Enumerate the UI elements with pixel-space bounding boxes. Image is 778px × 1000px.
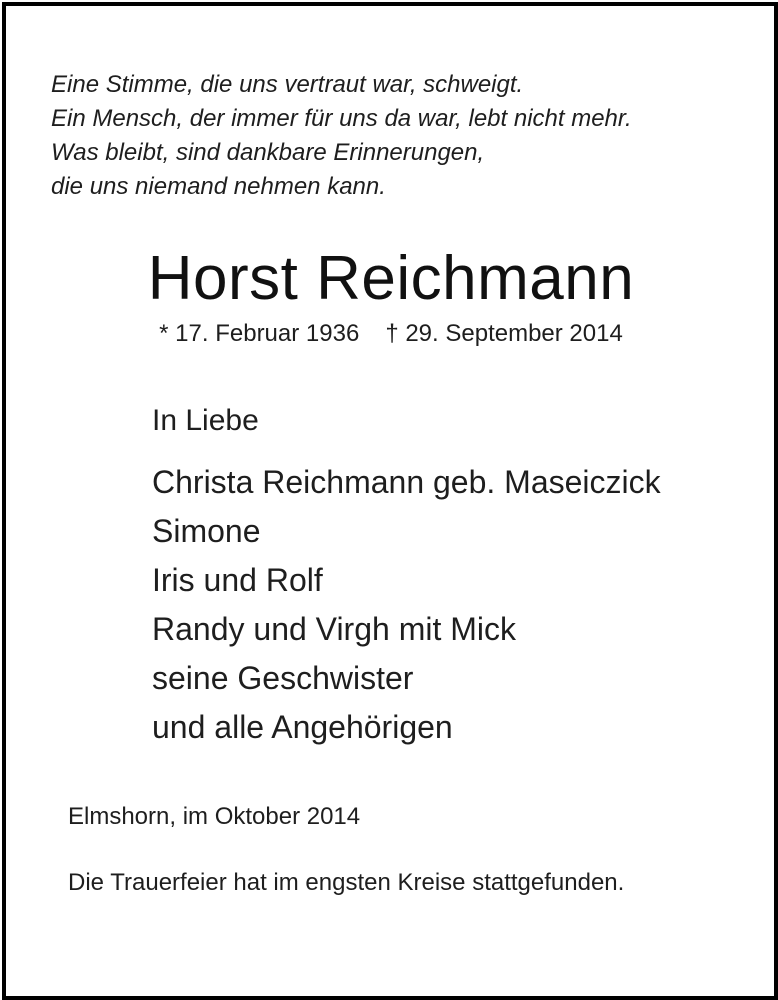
mourner-name: seine Geschwister <box>152 660 414 696</box>
memorial-poem <box>51 68 632 204</box>
mourner-name: Simone <box>152 513 261 549</box>
poem-line: Eine Stimme, die uns vertraut war, schweigt. <box>51 71 524 98</box>
birth-date: * 17. Februar 1936 <box>159 320 360 347</box>
mourners-list <box>152 458 661 752</box>
deceased-name: Horst Reichmann <box>147 244 635 313</box>
mourner-name: Iris und Rolf <box>152 562 323 598</box>
poem-line: die uns niemand nehmen kann. <box>51 173 386 200</box>
life-dates <box>6 319 776 349</box>
mourner-name: und alle Angehörigen <box>152 709 453 745</box>
mourners-intro: In Liebe <box>152 404 259 437</box>
obituary-notice <box>2 2 778 1000</box>
mourner-name: Randy und Virgh mit Mick <box>152 611 516 647</box>
poem-line: Was bleibt, sind dankbare Erinnerungen, <box>51 139 485 166</box>
death-date: † 29. September 2014 <box>385 320 623 347</box>
place-date: Elmshorn, im Oktober 2014 <box>68 803 361 830</box>
funeral-note: Die Trauerfeier hat im engsten Kreise stattgefunden. <box>68 869 625 896</box>
mourner-name: Christa Reichmann geb. Maseiczick <box>152 464 661 500</box>
poem-line: Ein Mensch, der immer für uns da war, lebt nicht mehr. <box>51 105 632 132</box>
